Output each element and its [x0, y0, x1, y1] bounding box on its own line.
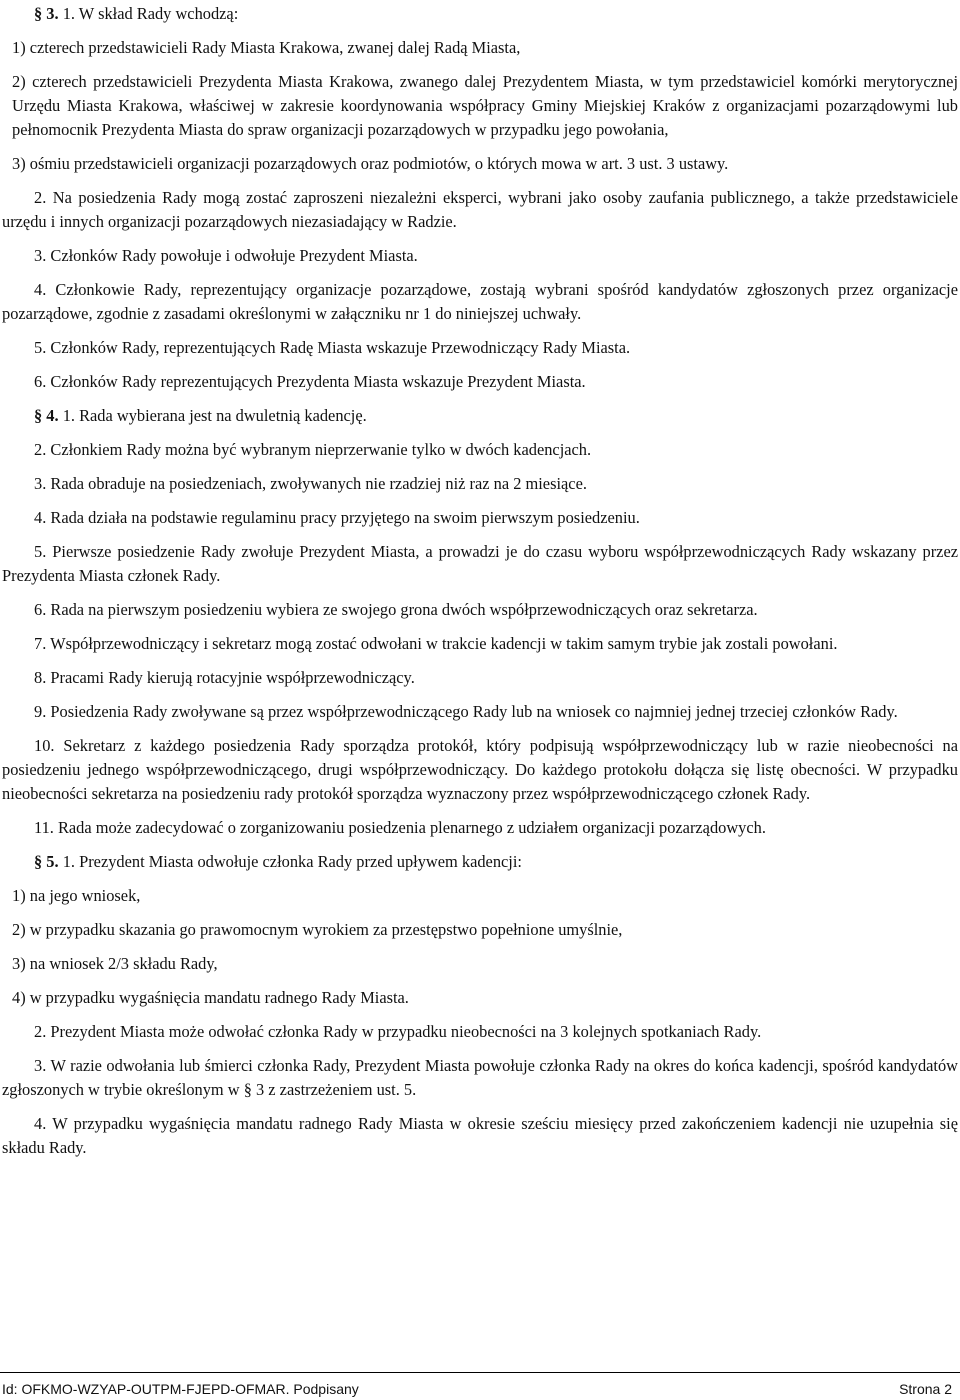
section-4-paragraph-1	[2, 404, 958, 428]
section-3-paragraph-6: 6. Członków Rady reprezentujących Prezydenta Miasta wskazuje Prezydent Miasta.	[34, 372, 586, 391]
section-4-p1-text: 1. Rada wybierana jest na dwuletnią kadencję.	[62, 406, 367, 425]
section-4-paragraph-6: 6. Rada na pierwszym posiedzeniu wybiera ze swojego grona dwóch współprzewodniczących oraz sekretarza.	[34, 600, 758, 619]
document-id-text: Id: OFKMO-WZYAP-OUTPM-FJEPD-OFMAR. Podpisany	[2, 1381, 359, 1397]
section-5-paragraph-3: 3. W razie odwołania lub śmierci członka Rady, Prezydent Miasta powołuje członka Rady na okres do końca kadencji, spośród kandydatów zgłoszonych w trybie określonym w § 3 z zastrzeżeniem ust. 5.	[2, 1056, 958, 1099]
section-3-paragraph-4: 4. Członkowie Rady, reprezentujący organizacje pozarządowe, zostają wybrani spośród kandydatów zgłoszonych przez organizacje pozarządowe, zgodnie z zasadami określonymi w załączniku nr 1 do niniejszej uchwały.	[2, 280, 958, 323]
section-4-paragraph-11: 11. Rada może zadecydować o zorganizowaniu posiedzenia plenarnego z udziałem organizacji pozarządowych.	[34, 818, 766, 837]
page-footer	[0, 1372, 960, 1397]
section-5-item-1: 1) na jego wniosek,	[12, 886, 141, 905]
section-4-paragraph-4: 4. Rada działa na podstawie regulaminu pracy przyjętego na swoim pierwszym posiedzeniu.	[34, 508, 640, 527]
section-5-p1-intro-text: 1. Prezydent Miasta odwołuje członka Rady przed upływem kadencji:	[62, 852, 522, 871]
section-5-item-4: 4) w przypadku wygaśnięcia mandatu radnego Rady Miasta.	[12, 988, 409, 1007]
section-4-paragraph-7: 7. Współprzewodniczący i sekretarz mogą zostać odwołani w trakcie kadencji w takim samym trybie jak zostali powołani.	[34, 634, 838, 653]
section-5-item-2: 2) w przypadku skazania go prawomocnym wyrokiem za przestępstwo popełnione umyślnie,	[12, 920, 623, 939]
section-3-p1-intro-text: 1. W skład Rady wchodzą:	[62, 4, 239, 23]
section-3-number: § 3.	[34, 4, 59, 23]
section-3-paragraph-3: 3. Członków Rady powołuje i odwołuje Prezydent Miasta.	[34, 246, 418, 265]
section-4-paragraph-9: 9. Posiedzenia Rady zwoływane są przez współprzewodniczącego Rady lub na wniosek co najmniej jednej trzeciej członków Rady.	[34, 702, 898, 721]
section-5-number: § 5.	[34, 852, 59, 871]
page-number-text: Strona 2	[899, 1381, 952, 1397]
section-4-paragraph-5: 5. Pierwsze posiedzenie Rady zwołuje Prezydent Miasta, a prowadzi je do czasu wyboru współprzewodniczących Rady wskazany przez Prezydenta Miasta członek Rady.	[2, 542, 958, 585]
section-3-paragraph-2: 2. Na posiedzenia Rady mogą zostać zaproszeni niezależni eksperci, wybrani jako osoby zaufania publicznego, a także przedstawiciele urzędu i innych organizacji pozarządowych niezasiadający w Radzie.	[2, 188, 958, 231]
section-5-paragraph-2: 2. Prezydent Miasta może odwołać członka Rady w przypadku nieobecności na 3 kolejnych spotkaniach Rady.	[34, 1022, 762, 1041]
section-5-item-3: 3) na wniosek 2/3 składu Rady,	[12, 954, 218, 973]
section-3-paragraph-5: 5. Członków Rady, reprezentujących Radę Miasta wskazuje Przewodniczący Rady Miasta.	[34, 338, 631, 357]
section-5-paragraph-4: 4. W przypadku wygaśnięcia mandatu radnego Rady Miasta w okresie sześciu miesięcy przed zakończeniem kadencji nie uzupełnia się składu Rady.	[2, 1114, 958, 1157]
section-4-paragraph-3: 3. Rada obraduje na posiedzeniach, zwoływanych nie rzadziej niż raz na 2 miesiące.	[34, 474, 587, 493]
section-3-item-3: 3) ośmiu przedstawicieli organizacji pozarządowych oraz podmiotów, o których mowa w art. 3 ust. 3 ustawy.	[12, 154, 729, 173]
section-4-paragraph-10: 10. Sekretarz z każdego posiedzenia Rady sporządza protokół, który podpisują współprzewodniczący lub w razie nieobecności na posiedzeniu jednego współprzewodniczącego, drugi współprzewodniczący. Do każdego protokołu dołącza się listę obecności. W przypadku nieobecności sekretarza na posiedzeniu rady protokół sporządza wyznaczony przez współprzewodniczącego członek Rady.	[2, 736, 958, 803]
section-4-paragraph-2: 2. Członkiem Rady można być wybranym nieprzerwanie tylko w dwóch kadencjach.	[34, 440, 592, 459]
section-4-paragraph-8: 8. Pracami Rady kierują rotacyjnie współprzewodniczący.	[34, 668, 415, 687]
section-5-paragraph-1-intro	[2, 850, 958, 874]
section-4-number: § 4.	[34, 406, 59, 425]
section-3-item-2: 2) czterech przedstawicieli Prezydenta Miasta Krakowa, zwanego dalej Prezydentem Miasta, w tym przedstawiciel komórki merytorycznej Urzędu Miasta Krakowa, właściwej w zakresie koordynowania współpracy Gminy Miejskiej Kraków z organizacjami pozarządowymi lub pełnomocnik Prezydenta Miasta do spraw organizacji pozarządowych w przypadku jego powołania,	[12, 72, 958, 139]
section-3-item-1: 1) czterech przedstawicieli Rady Miasta Krakowa, zwanej dalej Radą Miasta,	[12, 38, 521, 57]
section-3-paragraph-1-intro	[2, 2, 958, 26]
